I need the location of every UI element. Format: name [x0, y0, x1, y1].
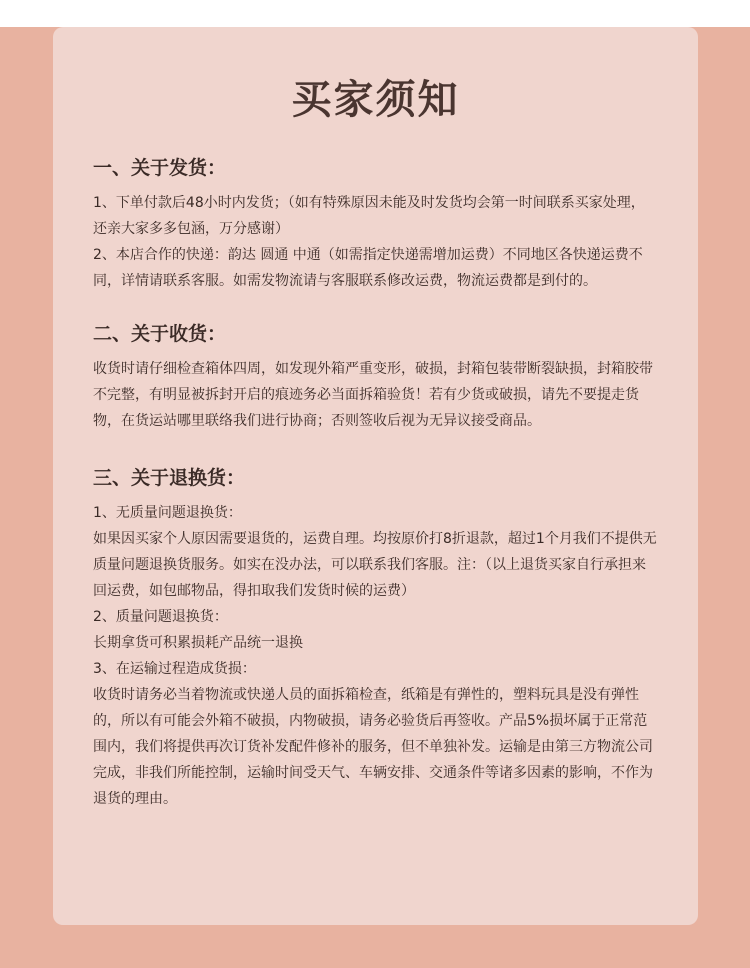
page-title: 买家须知 — [291, 77, 460, 123]
returns-paragraph-2: 长期拿货可积累损耗产品统一退换 — [93, 635, 303, 651]
notice-card — [53, 27, 698, 925]
section-heading-shipping: 一、关于发货： — [93, 157, 227, 179]
returns-subheading-1: 1、无质量问题退换货： — [93, 505, 242, 521]
shipping-paragraph-1: 1、下单付款后48小时内发货；（如有特殊原因未能及时发货均会第一时间联系买家处理，还亲大家多多包涵，万分感谢） — [93, 195, 645, 237]
returns-subheading-2: 2、质量问题退换货： — [93, 609, 228, 625]
shipping-paragraph-2: 2、本店合作的快递：韵达 圆通 中通（如需指定快递需增加运费）不同地区各快递运费不同，详情请联系客服。如需发物流请与客服联系修改运费，物流运费都是到付的。 — [93, 247, 643, 289]
receiving-paragraph: 收货时请仔细检查箱体四周，如发现外箱严重变形，破损，封箱包装带断裂缺损，封箱胶带不完整，有明显被拆封开启的痕迹务必当面拆箱验货！若有少货或破损，请先不要提走货物，在货运站哪里联络我们进行协商；否则签收后视为无异议接受商品。 — [93, 361, 653, 429]
returns-paragraph-3: 收货时请务必当着物流或快递人员的面拆箱检查，纸箱是有弹性的，塑料玩具是没有弹性的，所以有可能会外箱不破损，内物破损，请务必验货后再签收。产品5%损坏属于正常范围内，我们将提供再次订货补发配件修补的服务，但不单独补发。运输是由第三方物流公司完成，非我们所能控制，运输时间受天气、车辆安排、交通条件等诸多因素的影响，不作为退货的理由。 — [93, 687, 653, 807]
returns-paragraph-1: 如果因买家个人原因需要退货的，运费自理。均按原价打8折退款，超过1个月我们不提供无质量问题退换货服务。如实在没办法，可以联系我们客服。注：（以上退货买家自行承担来回运费，如包邮物品，得扣取我们发货时候的运费） — [93, 531, 657, 599]
section-shipping — [93, 154, 658, 294]
section-receiving — [93, 320, 658, 434]
section-heading-returns: 三、关于退换货： — [93, 467, 246, 489]
section-returns — [93, 464, 658, 812]
returns-subheading-3: 3、在运输过程造成货损： — [93, 661, 256, 677]
section-heading-receiving: 二、关于收货： — [93, 323, 227, 345]
